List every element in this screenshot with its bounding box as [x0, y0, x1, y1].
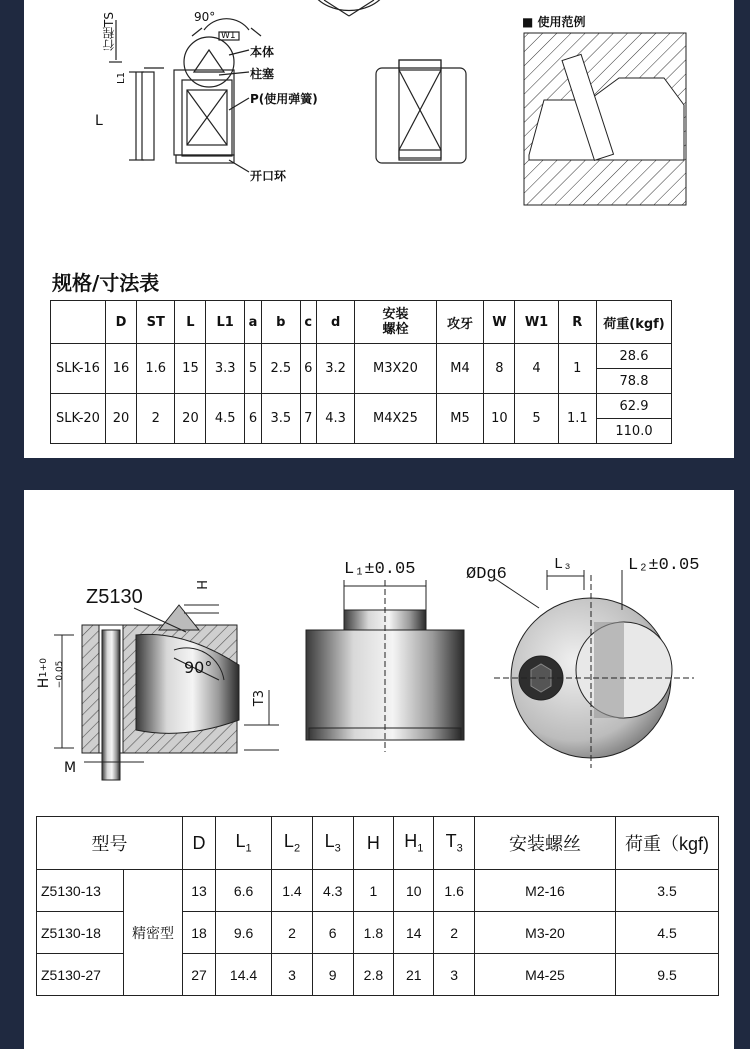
table-cell: 3.5 — [616, 870, 719, 912]
table-cell: M2-16 — [475, 870, 616, 912]
table-cell: 3 — [272, 954, 313, 996]
header-cell: L — [175, 301, 206, 344]
load-cell: 78.8 — [597, 369, 672, 394]
header-cell: D — [106, 301, 137, 344]
z5130-spec-table — [36, 816, 719, 996]
table-cell: 2 — [434, 912, 475, 954]
header-cell — [312, 817, 353, 870]
header-cell: 攻牙 — [436, 301, 484, 344]
table-cell: 5 — [515, 394, 558, 444]
table-cell: 4.3 — [312, 870, 353, 912]
table-cell: M4 — [436, 344, 484, 394]
table-cell: 2.8 — [353, 954, 394, 996]
table-cell: 10 — [394, 870, 434, 912]
table-cell: 6.6 — [215, 870, 271, 912]
spec-table-title: 规格/寸法表 — [52, 271, 160, 295]
header-cell: W1 — [515, 301, 558, 344]
table-header-row — [51, 301, 672, 344]
header-letter: L — [235, 831, 246, 852]
h1-tolerance: +0 −0.05 — [39, 658, 65, 689]
table-cell: 4.5 — [206, 394, 244, 444]
table-cell: 10 — [484, 394, 515, 444]
table-cell: M4X25 — [355, 394, 436, 444]
table-cell: 3.5 — [262, 394, 300, 444]
w1-label: W1 — [221, 31, 236, 41]
l1-tolerance-label: L₁±0.05 — [344, 560, 416, 579]
header-subscript: 2 — [293, 842, 301, 855]
table-cell: 6 — [244, 394, 261, 444]
l1-label: L1 — [116, 72, 127, 84]
z5130-technical-drawing — [24, 490, 734, 790]
table-header-row — [37, 817, 719, 870]
l3-label: L₃ — [554, 556, 573, 573]
h1-subscript: 1 — [38, 671, 49, 678]
spring-label: P(使用弹簧) — [250, 92, 318, 106]
h-label: H — [196, 580, 211, 590]
table-cell: 9.5 — [616, 954, 719, 996]
table-cell: 2 — [272, 912, 313, 954]
table-cell: 3.2 — [316, 344, 354, 394]
header-subscript: 3 — [334, 842, 341, 855]
table-cell: 14 — [394, 912, 434, 954]
load-cell: 62.9 — [597, 394, 672, 419]
header-cell: W — [484, 301, 515, 344]
angle-label-z: 90° — [184, 658, 213, 677]
m-label: M — [64, 760, 77, 776]
table-cell: M3X20 — [355, 344, 436, 394]
h1-label — [36, 658, 68, 688]
table-cell: 3.3 — [206, 344, 244, 394]
l2-tolerance-label: L₂±0.05 — [628, 556, 700, 575]
header-cell: ST — [137, 301, 175, 344]
slk-technical-drawing — [24, 0, 734, 260]
angle-label: 90° — [194, 10, 216, 24]
spec-panel-slk — [24, 0, 734, 458]
model-cell: SLK-16 — [51, 344, 106, 394]
table-cell: 1.8 — [353, 912, 394, 954]
header-subscript: 3 — [456, 842, 463, 855]
header-cell — [394, 817, 434, 870]
table-cell: 20 — [106, 394, 137, 444]
header-letter: L — [283, 831, 294, 852]
model-cell: Z5130-18 — [37, 912, 124, 954]
header-cell: 安装 螺栓 — [355, 301, 436, 344]
table-cell: 5 — [244, 344, 261, 394]
header-cell: d — [316, 301, 354, 344]
table-cell: 1 — [353, 870, 394, 912]
header-cell: 型号 — [37, 817, 183, 870]
slk-spec-table — [50, 300, 672, 444]
dg6-label: ØDg6 — [466, 565, 507, 584]
table-cell: 7 — [300, 394, 316, 444]
header-cell: D — [183, 817, 216, 870]
l-label: L — [95, 113, 103, 129]
table-row — [51, 344, 672, 369]
h1-letter: H — [36, 677, 52, 689]
table-cell: 4.3 — [316, 394, 354, 444]
table-row — [51, 394, 672, 419]
usage-example-title: ■ 使用范例 — [522, 15, 586, 29]
table-cell: 9.6 — [215, 912, 271, 954]
header-subscript: 1 — [245, 842, 252, 855]
table-cell: 8 — [484, 344, 515, 394]
header-cell: 安装螺丝 — [475, 817, 616, 870]
table-cell: 2.5 — [262, 344, 300, 394]
table-cell: 6 — [300, 344, 316, 394]
stroke-label: 行程TS — [102, 12, 116, 51]
model-cell: Z5130-27 — [37, 954, 124, 996]
table-cell: 14.4 — [215, 954, 271, 996]
load-cell: 28.6 — [597, 344, 672, 369]
table-cell: 1 — [558, 344, 596, 394]
table-cell: 1.1 — [558, 394, 596, 444]
table-cell: 4 — [515, 344, 558, 394]
table-cell: 3 — [434, 954, 475, 996]
plunger-label: 柱塞 — [250, 67, 275, 81]
table-cell: 4.5 — [616, 912, 719, 954]
header-cell: c — [300, 301, 316, 344]
table-cell: 13 — [183, 870, 216, 912]
table-cell: M3-20 — [475, 912, 616, 954]
header-cell: b — [262, 301, 300, 344]
table-cell: 20 — [175, 394, 206, 444]
table-cell: 16 — [106, 344, 137, 394]
header-cell — [272, 817, 313, 870]
header-letter: H — [404, 831, 418, 852]
table-cell: 6 — [312, 912, 353, 954]
t3-label: T3 — [252, 690, 267, 707]
model-callout: Z5130 — [86, 586, 143, 608]
table-cell: 2 — [137, 394, 175, 444]
header-cell: L1 — [206, 301, 244, 344]
header-letter: T — [445, 831, 457, 852]
header-subscript: 1 — [417, 842, 424, 855]
model-cell: Z5130-13 — [37, 870, 124, 912]
load-cell: 110.0 — [597, 419, 672, 444]
header-cell: 荷重（kgf) — [616, 817, 719, 870]
table-cell: 27 — [183, 954, 216, 996]
table-cell: 18 — [183, 912, 216, 954]
table-cell: 9 — [312, 954, 353, 996]
table-cell: 1.4 — [272, 870, 313, 912]
header-cell: H — [353, 817, 394, 870]
table-row — [37, 870, 719, 912]
table-cell: M5 — [436, 394, 484, 444]
table-cell: 21 — [394, 954, 434, 996]
header-letter: L — [324, 831, 335, 852]
header-cell — [215, 817, 271, 870]
precision-type-cell: 精密型 — [124, 870, 183, 996]
body-label: 本体 — [250, 45, 275, 59]
model-cell: SLK-20 — [51, 394, 106, 444]
header-cell: a — [244, 301, 261, 344]
header-cell: R — [558, 301, 596, 344]
snap-ring-label: 开口环 — [250, 169, 287, 183]
header-cell — [434, 817, 475, 870]
table-cell: 1.6 — [137, 344, 175, 394]
table-cell: 1.6 — [434, 870, 475, 912]
table-cell: M4-25 — [475, 954, 616, 996]
header-cell — [51, 301, 106, 344]
spec-panel-z5130 — [24, 490, 734, 1049]
header-cell: 荷重(kgf) — [597, 301, 672, 344]
table-cell: 15 — [175, 344, 206, 394]
